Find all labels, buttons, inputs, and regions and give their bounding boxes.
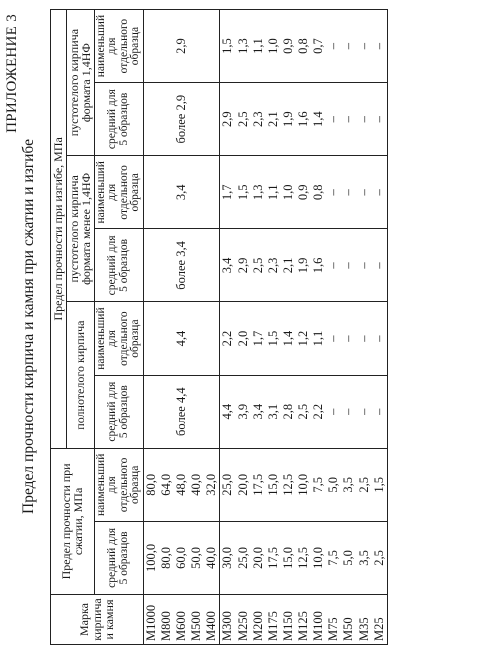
header-bend: Предел прочности при изгибе, МПа: [51, 10, 67, 449]
table-row: [251, 10, 266, 645]
table-row: [236, 10, 251, 645]
cell-comp-avg: 25,0: [236, 521, 251, 594]
cell-h14-min: –: [357, 10, 372, 83]
cell-mark: М150: [281, 595, 296, 645]
cell-h14-avg: –: [326, 83, 341, 156]
cell-full-avg: 4,4: [220, 375, 236, 448]
cell-comp-avg: 50,0: [189, 521, 204, 594]
cell-hlt-min-merged: 3,4: [143, 156, 220, 229]
cell-full-avg: 3,1: [266, 375, 281, 448]
table-row: [296, 10, 311, 645]
cell-comp-avg: 5,0: [341, 521, 356, 594]
cell-h14-min: –: [372, 10, 388, 83]
cell-mark: М500: [189, 595, 204, 645]
cell-mark: М1000: [143, 595, 159, 645]
cell-h14-avg-merged: более 2,9: [143, 83, 220, 156]
cell-comp-avg: 17,5: [266, 521, 281, 594]
cell-comp-avg: 12,5: [296, 521, 311, 594]
cell-hlt-min: –: [326, 156, 341, 229]
cell-hlt-avg: 1,6: [311, 229, 326, 302]
cell-hlt-min: 1,5: [236, 156, 251, 229]
cell-hlt-avg-merged: более 3,4: [143, 229, 220, 302]
cell-full-min: 1,7: [251, 302, 266, 375]
cell-h14-min: 1,1: [251, 10, 266, 83]
cell-full-avg: –: [326, 375, 341, 448]
header-hollow-lt: пустотелого кирпича формата менее 1,4НФ: [66, 156, 94, 302]
cell-h14-avg: 2,5: [236, 83, 251, 156]
cell-full-min: –: [326, 302, 341, 375]
cell-full-min: 1,4: [281, 302, 296, 375]
cell-full-min: –: [357, 302, 372, 375]
cell-comp-avg: 60,0: [174, 521, 189, 594]
cell-hlt-min: 1,1: [266, 156, 281, 229]
cell-comp-avg: 30,0: [220, 521, 236, 594]
cell-comp-min: 80,0: [143, 448, 159, 521]
cell-hlt-min: 1,0: [281, 156, 296, 229]
cell-mark: М400: [204, 595, 220, 645]
cell-mark: М200: [251, 595, 266, 645]
cell-comp-min: 32,0: [204, 448, 220, 521]
cell-hlt-avg: –: [372, 229, 388, 302]
cell-comp-min: 5,0: [326, 448, 341, 521]
cell-comp-avg: 3,5: [357, 521, 372, 594]
cell-comp-avg: 20,0: [251, 521, 266, 594]
appendix-label: ПРИЛОЖЕНИЕ 3: [4, 14, 20, 133]
cell-hlt-avg: 2,1: [281, 229, 296, 302]
cell-hlt-avg: 2,5: [251, 229, 266, 302]
cell-mark: М175: [266, 595, 281, 645]
cell-h14-min: –: [341, 10, 356, 83]
cell-comp-avg: 40,0: [204, 521, 220, 594]
header-hollow-14: пустотелого кирпича формата 1,4НФ: [66, 10, 94, 156]
cell-full-min: 1,1: [311, 302, 326, 375]
cell-full-min: –: [341, 302, 356, 375]
cell-full-min: 2,0: [236, 302, 251, 375]
table-row: [281, 10, 296, 645]
cell-full-avg: 2,8: [281, 375, 296, 448]
cell-h14-min: 1,0: [266, 10, 281, 83]
cell-hlt-avg: –: [357, 229, 372, 302]
cell-mark: М125: [296, 595, 311, 645]
header-comp-avg: средний для 5 образцов: [94, 521, 143, 594]
table-row: [311, 10, 326, 645]
cell-comp-min: 7,5: [311, 448, 326, 521]
cell-full-avg-merged: более 4,4: [143, 375, 220, 448]
table-title: Предел прочности кирпича и камня при сжатии и изгибе: [20, 139, 37, 514]
header-hlt-avg: средний для 5 образцов: [94, 229, 143, 302]
table-row: [372, 10, 388, 645]
cell-comp-min: 15,0: [266, 448, 281, 521]
cell-h14-min: 0,7: [311, 10, 326, 83]
cell-mark: М50: [341, 595, 356, 645]
cell-full-min-merged: 4,4: [143, 302, 220, 375]
cell-mark: М100: [311, 595, 326, 645]
header-full-brick: полнотелого кирпича: [66, 302, 94, 448]
cell-mark: М600: [174, 595, 189, 645]
cell-comp-avg: 10,0: [311, 521, 326, 594]
table-row: [326, 10, 341, 645]
strength-table: [50, 9, 388, 645]
table-row: [266, 10, 281, 645]
cell-h14-avg: 1,6: [296, 83, 311, 156]
cell-full-avg: 3,4: [251, 375, 266, 448]
cell-comp-min: 25,0: [220, 448, 236, 521]
cell-full-min: 2,2: [220, 302, 236, 375]
cell-h14-avg: 2,9: [220, 83, 236, 156]
cell-h14-avg: –: [357, 83, 372, 156]
cell-hlt-min: 0,8: [311, 156, 326, 229]
cell-hlt-min: 1,7: [220, 156, 236, 229]
cell-h14-min: 0,9: [281, 10, 296, 83]
cell-comp-avg: 15,0: [281, 521, 296, 594]
rows-body: [220, 10, 387, 645]
cell-comp-min: 12,5: [281, 448, 296, 521]
cell-comp-min: 64,0: [159, 448, 174, 521]
cell-hlt-avg: 3,4: [220, 229, 236, 302]
cell-comp-avg: 2,5: [372, 521, 388, 594]
header-comp-min: наименьший для отдельного образца: [94, 448, 143, 521]
cell-hlt-avg: –: [341, 229, 356, 302]
cell-comp-min: 3,5: [341, 448, 356, 521]
cell-comp-avg: 7,5: [326, 521, 341, 594]
cell-hlt-avg: 1,9: [296, 229, 311, 302]
header-full-min: наименьший для отдельного образца: [94, 302, 143, 375]
cell-hlt-min: 0,9: [296, 156, 311, 229]
table-row: [220, 10, 236, 645]
cell-hlt-avg: –: [326, 229, 341, 302]
cell-comp-min: 40,0: [189, 448, 204, 521]
cell-full-min: –: [372, 302, 388, 375]
header-hlt-min: наименьший для отдельного образца: [94, 156, 143, 229]
cell-comp-min: 48,0: [174, 448, 189, 521]
cell-mark: М25: [372, 595, 388, 645]
cell-full-min: 1,5: [266, 302, 281, 375]
cell-mark: М75: [326, 595, 341, 645]
cell-h14-min: 0,8: [296, 10, 311, 83]
cell-full-avg: 2,2: [311, 375, 326, 448]
cell-h14-min: –: [326, 10, 341, 83]
cell-full-avg: 3,9: [236, 375, 251, 448]
cell-comp-min: 1,5: [372, 448, 388, 521]
cell-h14-avg: –: [341, 83, 356, 156]
cell-hlt-avg: 2,3: [266, 229, 281, 302]
cell-comp-avg: 100,0: [143, 521, 159, 594]
cell-full-avg: 2,5: [296, 375, 311, 448]
cell-full-avg: –: [372, 375, 388, 448]
cell-comp-avg: 80,0: [159, 521, 174, 594]
cell-h14-avg: –: [372, 83, 388, 156]
cell-hlt-min: –: [341, 156, 356, 229]
header-full-avg: средний для 5 образцов: [94, 375, 143, 448]
cell-h14-avg: 1,9: [281, 83, 296, 156]
cell-h14-min-merged: 2,9: [143, 10, 220, 83]
cell-mark: М250: [236, 595, 251, 645]
table-row: [357, 10, 372, 645]
cell-hlt-min: 1,3: [251, 156, 266, 229]
header-compress: Предел прочности при сжатии, МПа: [51, 448, 95, 594]
cell-full-avg: –: [357, 375, 372, 448]
cell-mark: М800: [159, 595, 174, 645]
cell-comp-min: 20,0: [236, 448, 251, 521]
cell-hlt-min: –: [357, 156, 372, 229]
cell-full-avg: –: [341, 375, 356, 448]
cell-h14-avg: 2,3: [251, 83, 266, 156]
cell-hlt-avg: 2,9: [236, 229, 251, 302]
table-row: [341, 10, 356, 645]
cell-mark: М300: [220, 595, 236, 645]
cell-mark: М35: [357, 595, 372, 645]
cell-hlt-min: –: [372, 156, 388, 229]
cell-h14-min: 1,5: [220, 10, 236, 83]
cell-h14-avg: 2,1: [266, 83, 281, 156]
header-h14-min: наименьший для отдельного образца: [94, 10, 143, 83]
header-mark: Марка кирпича и камня: [51, 595, 144, 645]
header-h14-avg: средний для 5 образцов: [94, 83, 143, 156]
cell-comp-min: 17,5: [251, 448, 266, 521]
cell-h14-avg: 1,4: [311, 83, 326, 156]
cell-comp-min: 10,0: [296, 448, 311, 521]
cell-full-min: 1,2: [296, 302, 311, 375]
cell-h14-min: 1,3: [236, 10, 251, 83]
cell-comp-min: 2,5: [357, 448, 372, 521]
